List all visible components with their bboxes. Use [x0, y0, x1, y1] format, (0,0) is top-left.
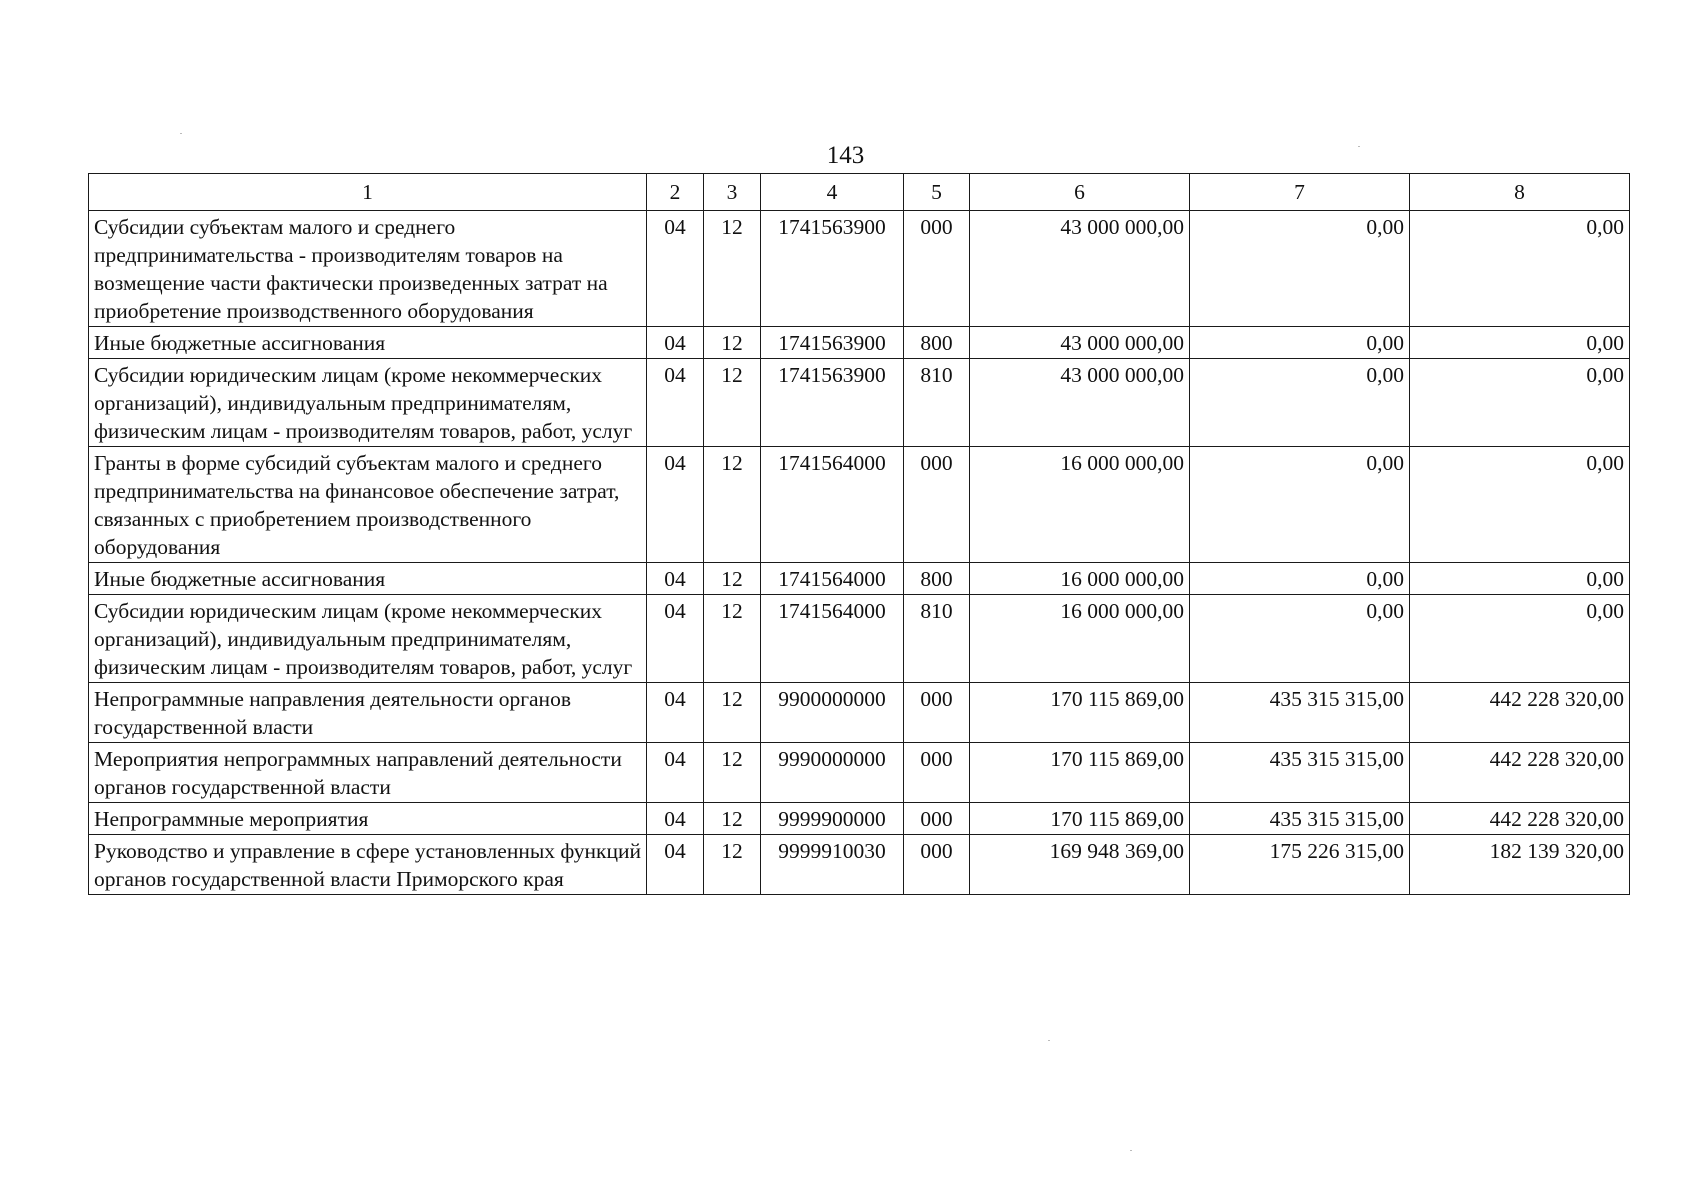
table-row — [89, 835, 1630, 895]
section-code: 04 — [647, 447, 704, 563]
subsection-code: 12 — [704, 595, 761, 683]
scan-speck — [180, 133, 182, 134]
amount-col-7: 0,00 — [1190, 327, 1410, 359]
amount-col-7: 0,00 — [1190, 447, 1410, 563]
row-name: Мероприятия непрограммных направлений деятельности органов государственной власти — [89, 743, 647, 803]
section-code: 04 — [647, 359, 704, 447]
table-row — [89, 595, 1630, 683]
expense-type-code: 000 — [904, 447, 970, 563]
subsection-code: 12 — [704, 743, 761, 803]
expense-type-code: 000 — [904, 211, 970, 327]
section-code: 04 — [647, 563, 704, 595]
amount-col-8: 442 228 320,00 — [1410, 803, 1630, 835]
row-name: Субсидии юридическим лицам (кроме некоммерческих организаций), индивидуальным предпринимателям, физическим лицам - производителям товаров, работ, услуг — [89, 595, 647, 683]
scan-speck — [1048, 1040, 1050, 1041]
header-col-5: 5 — [904, 174, 970, 211]
table-row — [89, 683, 1630, 743]
target-article-code: 1741564000 — [761, 447, 904, 563]
amount-col-8: 182 139 320,00 — [1410, 835, 1630, 895]
amount-col-6: 43 000 000,00 — [970, 327, 1190, 359]
amount-col-6: 43 000 000,00 — [970, 211, 1190, 327]
target-article-code: 9999900000 — [761, 803, 904, 835]
table-row — [89, 563, 1630, 595]
header-col-7: 7 — [1190, 174, 1410, 211]
table-row — [89, 211, 1630, 327]
amount-col-8: 442 228 320,00 — [1410, 743, 1630, 803]
expense-type-code: 800 — [904, 563, 970, 595]
table-row — [89, 447, 1630, 563]
header-col-3: 3 — [704, 174, 761, 211]
section-code: 04 — [647, 683, 704, 743]
expense-type-code: 000 — [904, 683, 970, 743]
target-article-code: 1741563900 — [761, 359, 904, 447]
target-article-code: 1741563900 — [761, 211, 904, 327]
subsection-code: 12 — [704, 447, 761, 563]
amount-col-7: 0,00 — [1190, 359, 1410, 447]
amount-col-6: 170 115 869,00 — [970, 803, 1190, 835]
amount-col-7: 0,00 — [1190, 211, 1410, 327]
subsection-code: 12 — [704, 683, 761, 743]
row-name: Гранты в форме субсидий субъектам малого и среднего предпринимательства на финансовое обеспечение затрат, связанных с приобретением производственного оборудования — [89, 447, 647, 563]
amount-col-7: 435 315 315,00 — [1190, 803, 1410, 835]
section-code: 04 — [647, 211, 704, 327]
row-name: Субсидии юридическим лицам (кроме некоммерческих организаций), индивидуальным предпринимателям, физическим лицам - производителям товаров, работ, услуг — [89, 359, 647, 447]
amount-col-7: 435 315 315,00 — [1190, 743, 1410, 803]
subsection-code: 12 — [704, 563, 761, 595]
expense-type-code: 000 — [904, 835, 970, 895]
table-header-row — [89, 174, 1630, 211]
subsection-code: 12 — [704, 359, 761, 447]
target-article-code: 1741563900 — [761, 327, 904, 359]
amount-col-8: 0,00 — [1410, 359, 1630, 447]
subsection-code: 12 — [704, 835, 761, 895]
amount-col-7: 435 315 315,00 — [1190, 683, 1410, 743]
target-article-code: 9990000000 — [761, 743, 904, 803]
amount-col-6: 169 948 369,00 — [970, 835, 1190, 895]
amount-col-8: 0,00 — [1410, 327, 1630, 359]
target-article-code: 9900000000 — [761, 683, 904, 743]
expense-type-code: 800 — [904, 327, 970, 359]
amount-col-8: 0,00 — [1410, 211, 1630, 327]
amount-col-6: 16 000 000,00 — [970, 595, 1190, 683]
row-name: Субсидии субъектам малого и среднего предпринимательства - производителям товаров на возмещение части фактически произведенных затрат на приобретение производственного оборудования — [89, 211, 647, 327]
scan-speck — [1358, 146, 1360, 147]
row-name: Непрограммные направления деятельности органов государственной власти — [89, 683, 647, 743]
section-code: 04 — [647, 803, 704, 835]
row-name: Иные бюджетные ассигнования — [89, 327, 647, 359]
row-name: Непрограммные мероприятия — [89, 803, 647, 835]
amount-col-8: 0,00 — [1410, 447, 1630, 563]
amount-col-7: 0,00 — [1190, 563, 1410, 595]
amount-col-6: 43 000 000,00 — [970, 359, 1190, 447]
expense-type-code: 810 — [904, 359, 970, 447]
header-col-1: 1 — [89, 174, 647, 211]
amount-col-6: 16 000 000,00 — [970, 563, 1190, 595]
row-name: Иные бюджетные ассигнования — [89, 563, 647, 595]
expense-type-code: 810 — [904, 595, 970, 683]
scan-speck — [1130, 1150, 1132, 1151]
header-col-2: 2 — [647, 174, 704, 211]
section-code: 04 — [647, 835, 704, 895]
header-col-4: 4 — [761, 174, 904, 211]
section-code: 04 — [647, 743, 704, 803]
table-row — [89, 327, 1630, 359]
subsection-code: 12 — [704, 803, 761, 835]
amount-col-8: 442 228 320,00 — [1410, 683, 1630, 743]
section-code: 04 — [647, 327, 704, 359]
subsection-code: 12 — [704, 327, 761, 359]
target-article-code: 1741564000 — [761, 563, 904, 595]
expense-type-code: 000 — [904, 743, 970, 803]
header-col-6: 6 — [970, 174, 1190, 211]
section-code: 04 — [647, 595, 704, 683]
table-row — [89, 803, 1630, 835]
amount-col-8: 0,00 — [1410, 595, 1630, 683]
amount-col-6: 16 000 000,00 — [970, 447, 1190, 563]
target-article-code: 1741564000 — [761, 595, 904, 683]
page-number: 143 — [826, 142, 865, 169]
amount-col-7: 175 226 315,00 — [1190, 835, 1410, 895]
budget-table — [88, 173, 1630, 895]
amount-col-8: 0,00 — [1410, 563, 1630, 595]
subsection-code: 12 — [704, 211, 761, 327]
amount-col-6: 170 115 869,00 — [970, 683, 1190, 743]
row-name: Руководство и управление в сфере установленных функций органов государственной власти Приморского края — [89, 835, 647, 895]
expense-type-code: 000 — [904, 803, 970, 835]
table-row — [89, 359, 1630, 447]
header-col-8: 8 — [1410, 174, 1630, 211]
amount-col-7: 0,00 — [1190, 595, 1410, 683]
target-article-code: 9999910030 — [761, 835, 904, 895]
amount-col-6: 170 115 869,00 — [970, 743, 1190, 803]
table-row — [89, 743, 1630, 803]
